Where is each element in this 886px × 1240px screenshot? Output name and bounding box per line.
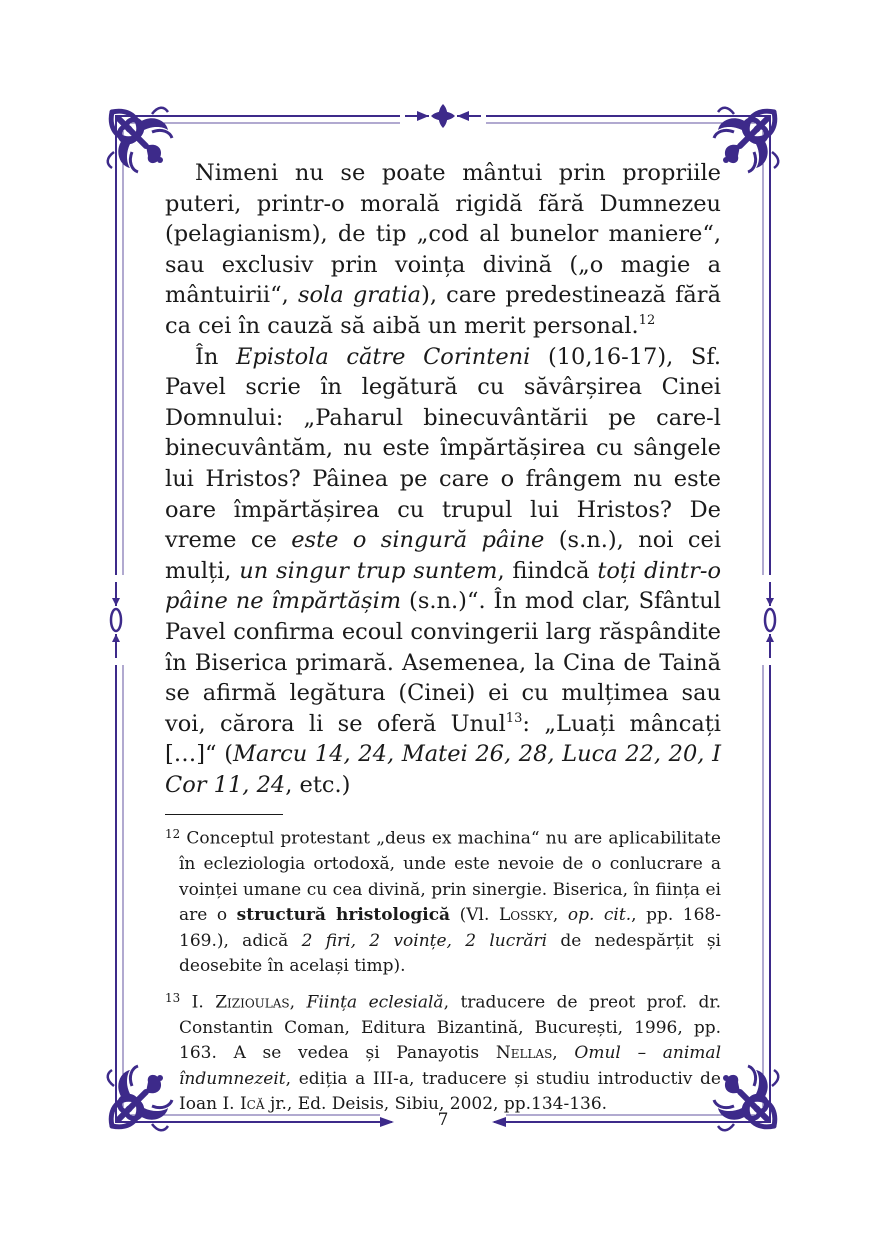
footnote-number: 13 xyxy=(165,990,181,1005)
text-run: de nedespărțit și deosebite în același timp). xyxy=(179,930,721,977)
text-run: jr., Ed. Deisis, Sibiu, 2002, pp.134-136. xyxy=(264,1094,608,1115)
italic-text: Epistola către Corinteni xyxy=(235,343,531,370)
text-run: Conceptul protestant „deus ex machina“ nu are aplicabilitate în ecleziologia ortodoxă, unde este nevoie de o conlucrare a voinței umane cu cea divină, prin sinergie. Biserica, în ființa ei are o xyxy=(179,828,721,926)
italic-text: sola gratia xyxy=(297,282,422,309)
text-run: I. xyxy=(180,992,216,1013)
italic-text: 2 firi, 2 voințe, 2 lucrări xyxy=(301,930,548,951)
corner-ornament-top-right xyxy=(714,108,778,172)
text-run: , fiindcă xyxy=(497,557,598,584)
paragraph xyxy=(165,342,721,801)
footnote-12 xyxy=(165,822,721,979)
text-run: (s.n.)“. În mod clar, Sfântul Pavel confirma ecoul convingerii larg răspândite în Biserica primară. Asemenea, la Cina de Taină se afirmă legătura (Cinei) ei cu mulțimea sau voi, cărora li se oferă Unul xyxy=(165,588,721,737)
footnote-reference[interactable]: 13 xyxy=(505,710,523,726)
italic-text: este o singură pâine xyxy=(291,527,545,554)
author-name: Zizioulas xyxy=(215,992,290,1013)
text-run: (s.n.), noi cei mulți, xyxy=(165,527,722,584)
italic-text: Omul – animal îndumnezeit xyxy=(179,1043,722,1089)
text-run: , etc.) xyxy=(285,771,351,798)
page-number: 7 xyxy=(437,1110,449,1130)
footnote-reference[interactable]: 12 xyxy=(638,312,656,328)
bold-text: structură hristologică xyxy=(236,905,451,926)
corner-ornament-top-left xyxy=(108,108,172,172)
text-run: , traducere de preot prof. dr. Constantin Coman, Editura Bizantină, București, 1996, pp. 163. A se vedea și Panayotis xyxy=(179,992,721,1064)
text-run: În xyxy=(195,343,236,370)
footnote-13 xyxy=(165,986,721,1118)
italic-text: Ființa eclesială xyxy=(306,992,444,1013)
italic-text: un singur trup suntem xyxy=(239,557,498,584)
author-name: Nellas xyxy=(495,1043,553,1064)
text-run: , xyxy=(552,905,568,926)
footnote-separator xyxy=(165,814,283,815)
top-center-ornament xyxy=(405,104,481,128)
author-name: Lossky xyxy=(498,905,553,926)
text-run: , xyxy=(552,1043,575,1064)
text-run: (Vl. xyxy=(450,905,499,926)
text-run: , ediția a III-a, traducere și studiu introductiv de Ioan I. xyxy=(179,1068,721,1115)
footnote-number: 12 xyxy=(165,827,181,842)
italic-text: op. cit. xyxy=(567,905,632,926)
italic-text: toți dintr-o pâine ne împărtășim xyxy=(165,557,721,615)
text-run: (10,16-17), Sf. Pavel scrie în legătură cu săvârșirea Cinei Domnului: „Paharul binecuvântării pe care-l binecuvântăm, nu este împărtășirea cu sângele lui Hristos? Pâinea pe care o frângem nu este oare împărtășirea cu trupul lui Hristos? De vreme ce xyxy=(165,343,721,554)
text-run: ), care predestinează fără ca cei în cauză să aibă un merit personal. xyxy=(165,282,721,339)
author-name: Ică xyxy=(239,1094,265,1115)
text-run: , xyxy=(289,992,307,1013)
text-run: Nimeni nu se poate mântui prin propriile puteri, printr-o morală rigidă fără Dumnezeu (pelagianism), de tip „cod al bunelor maniere“, sau exclusiv prin voința divină („o magie a mântuirii“, xyxy=(165,160,721,309)
italic-text: Marcu 14, 24, Matei 26, 28, Luca 22, 20, I Cor 11, 24 xyxy=(165,741,721,798)
text-run: : „Luați mâncați […]“ ( xyxy=(165,710,721,768)
paragraph xyxy=(165,158,721,342)
text-run: , pp. 168-169.), adică xyxy=(179,905,721,951)
page-body xyxy=(165,158,721,1118)
